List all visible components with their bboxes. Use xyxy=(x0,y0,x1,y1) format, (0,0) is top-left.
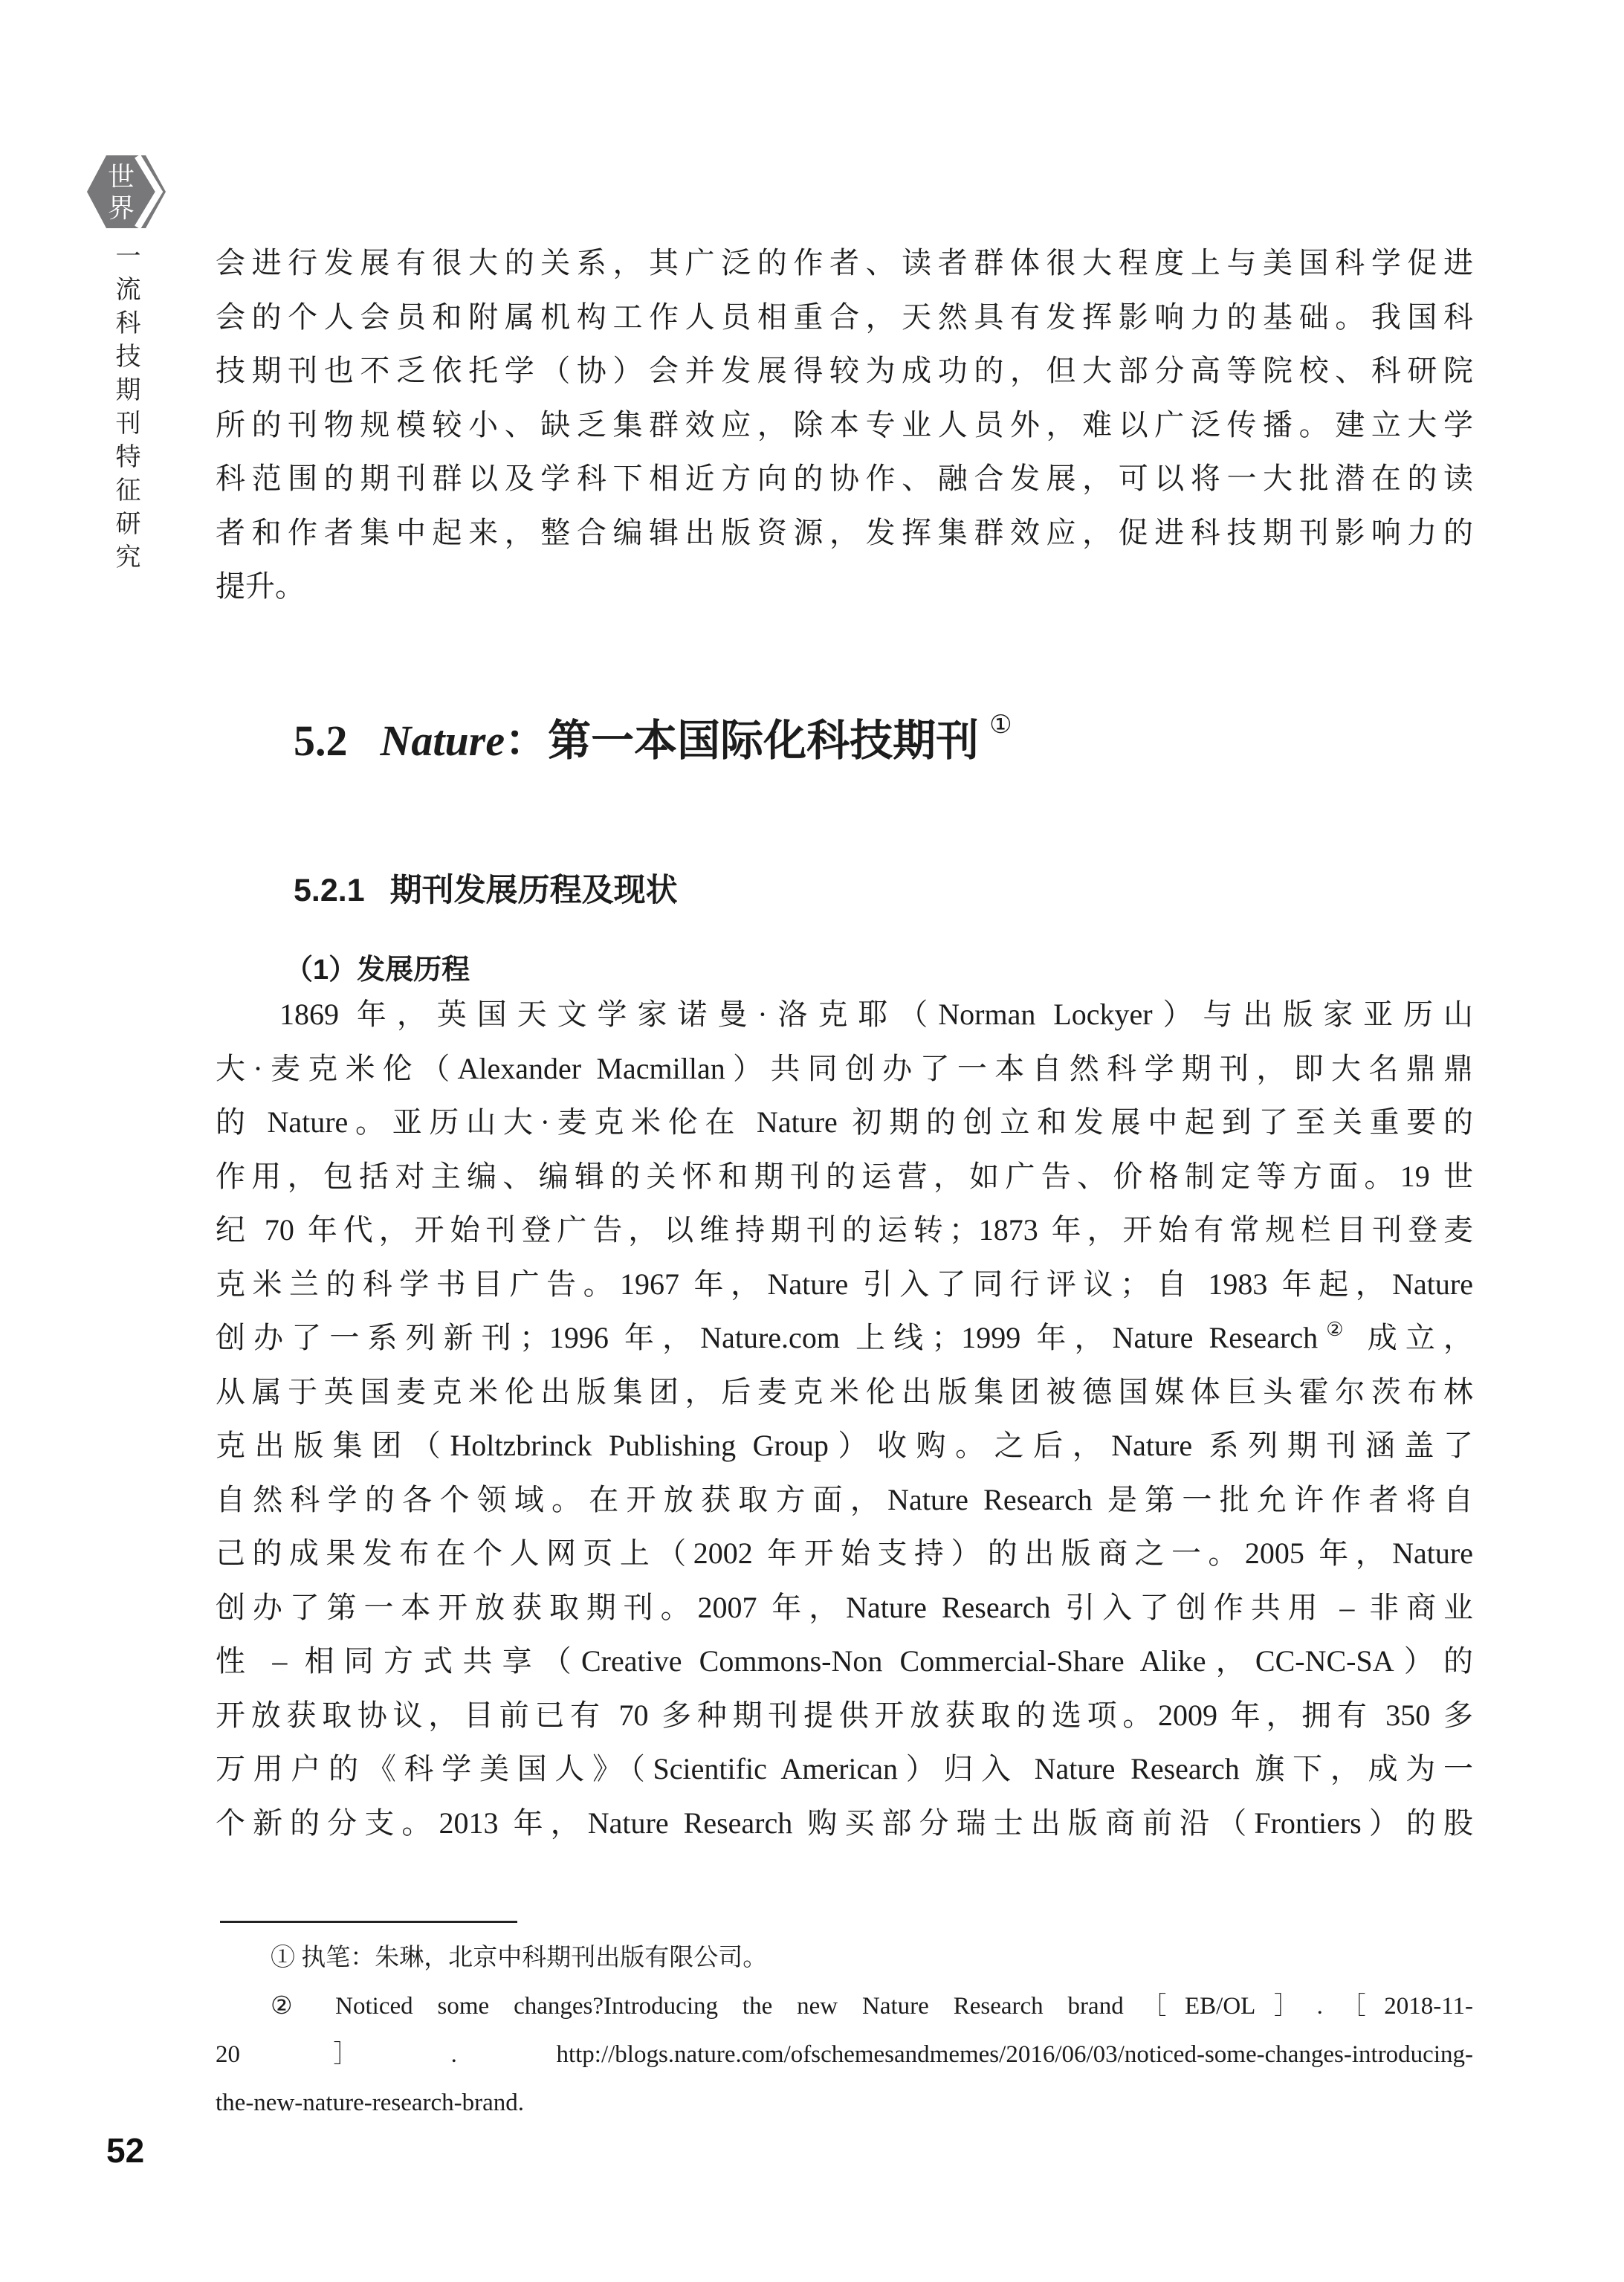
history-paragraph xyxy=(216,988,1473,1850)
paragraph-line: 者和作者集中起来，整合编辑出版资源，发挥集群效应，促进科技期刊影响力的 xyxy=(216,515,1473,549)
section-number: 5.2 xyxy=(294,717,348,765)
paragraph-line: 的 Nature。亚历山大·麦克米伦在 Nature 初期的创立和发展中起到了至关重要的 xyxy=(216,1105,1473,1139)
paragraph-line: 技期刊也不乏依托学（协）会并发展得较为成功的，但大部分高等院校、科研院 xyxy=(216,354,1473,387)
intro-paragraph xyxy=(216,236,1473,614)
section-heading xyxy=(294,708,1012,781)
paragraph-line: 作用，包括对主编、编辑的关怀和期刊的运营，如广告、价格制定等方面。19 世 xyxy=(216,1159,1473,1193)
footnote-ref-1: ① xyxy=(989,711,1012,739)
chapter-badge-hexagon xyxy=(86,155,166,229)
paragraph-line: 万用户的《科学美国人》（Scientific American）归入 Nature Research 旗下，成为一 xyxy=(216,1752,1473,1785)
paragraph-line: 克米兰的科学书目广告。1967 年，Nature 引入了同行评议；自 1983 年起，Nature xyxy=(216,1267,1473,1301)
paragraph-line: 性 – 相同方式共享（Creative Commons-Non Commercial-Share Alike，CC-NC-SA）的 xyxy=(216,1644,1473,1678)
paragraph-line: 会的个人会员和附属机构工作人员相重合，天然具有发挥影响力的基础。我国科 xyxy=(216,300,1473,334)
paragraph-line: 会进行发展有很大的关系，其广泛的作者、读者群体很大程度上与美国科学促进 xyxy=(216,246,1473,279)
paragraph-line: 开放获取协议，目前已有 70 多种期刊提供开放获取的选项。2009 年，拥有 350 多 xyxy=(216,1698,1473,1732)
subsection-heading xyxy=(294,868,678,913)
badge-char-top: 世 xyxy=(107,161,135,192)
footnote-1: ① 执笔：朱琳，北京中科期刊出版有限公司。 xyxy=(271,1945,768,1971)
footnotes-block xyxy=(216,1934,1473,2127)
badge-char-bottom: 界 xyxy=(107,193,135,223)
subsection-title-text: 期刊发展历程及现状 xyxy=(389,873,678,908)
paragraph-line: 所的刊物规模较小、缺乏集群效应，除本专业人员外，难以广泛传播。建立大学 xyxy=(216,407,1473,442)
footnote-2-line: ② Noticed some changes?Introducing the new Nature Research brand［EB/OL］.［2018-11- xyxy=(271,1993,1473,2020)
paragraph-line: 1869 年，英国天文学家诺曼·洛克耶（Norman Lockyer）与出版家亚历山 xyxy=(279,998,1473,1031)
subsection-number: 5.2.1 xyxy=(294,873,365,908)
paragraph-line: 个新的分支。2013 年，Nature Research 购买部分瑞士出版商前沿（Frontiers）的股 xyxy=(216,1806,1473,1840)
paragraph-line: 从属于英国麦克米伦出版集团，后麦克米伦出版集团被德国媒体巨头霍尔茨布林 xyxy=(216,1374,1473,1409)
footnote-2-line: 20］. http://blogs.nature.com/ofschemesandmemes/2016/06/03/noticed-some-changes-introducing- xyxy=(216,2041,1473,2068)
sidebar-vertical-title: 一流科技期刊特征研究 xyxy=(111,242,139,577)
page-number: 52 xyxy=(106,2131,145,2170)
line-text: 创办了一系列新刊；1996 年，Nature.com 上线；1999 年，Nature Research xyxy=(216,1321,1319,1354)
footnote-separator-rule xyxy=(220,1921,517,1923)
paragraph-line: 自然科学的各个领域。在开放获取方面，Nature Research 是第一批允许作者将自 xyxy=(216,1482,1473,1516)
paragraph-line: 创办了第一本开放获取期刊。2007 年，Nature Research 引入了创作共用 – 非商业 xyxy=(216,1590,1473,1624)
paragraph-line: 提升。 xyxy=(216,569,305,603)
paragraph-line: 大·麦克米伦（Alexander Macmillan）共同创办了一本自然科学期刊，即大名鼎鼎 xyxy=(216,1051,1473,1085)
paragraph-line: 己的成果发布在个人网页上（2002 年开始支持）的出版商之一。2005 年，Nature xyxy=(216,1536,1473,1570)
footnote-2-line: the-new-nature-research-brand. xyxy=(216,2089,524,2116)
line-text: 成立， xyxy=(1351,1321,1474,1354)
section-title-journal-name: Nature xyxy=(380,717,505,765)
paragraph-line: 克出版集团（Holtzbrinck Publishing Group）收购。之后，Nature 系列期刊涵盖了 xyxy=(216,1429,1473,1462)
section-title-text: ：第一本国际化科技期刊 xyxy=(505,717,980,765)
paragraph-line: 科范围的期刊群以及学科下相近方向的协作、融合发展，可以将一大批潜在的读 xyxy=(216,462,1473,495)
item-heading: （1）发展历程 xyxy=(285,954,470,986)
paragraph-line-with-footnote-ref xyxy=(216,1311,1473,1365)
paragraph-line: 纪 70 年代，开始刊登广告，以维持期刊的运转；1873 年，开始有常规栏目刊登麦 xyxy=(216,1213,1473,1247)
footnote-ref-2: ② xyxy=(1318,1319,1352,1340)
